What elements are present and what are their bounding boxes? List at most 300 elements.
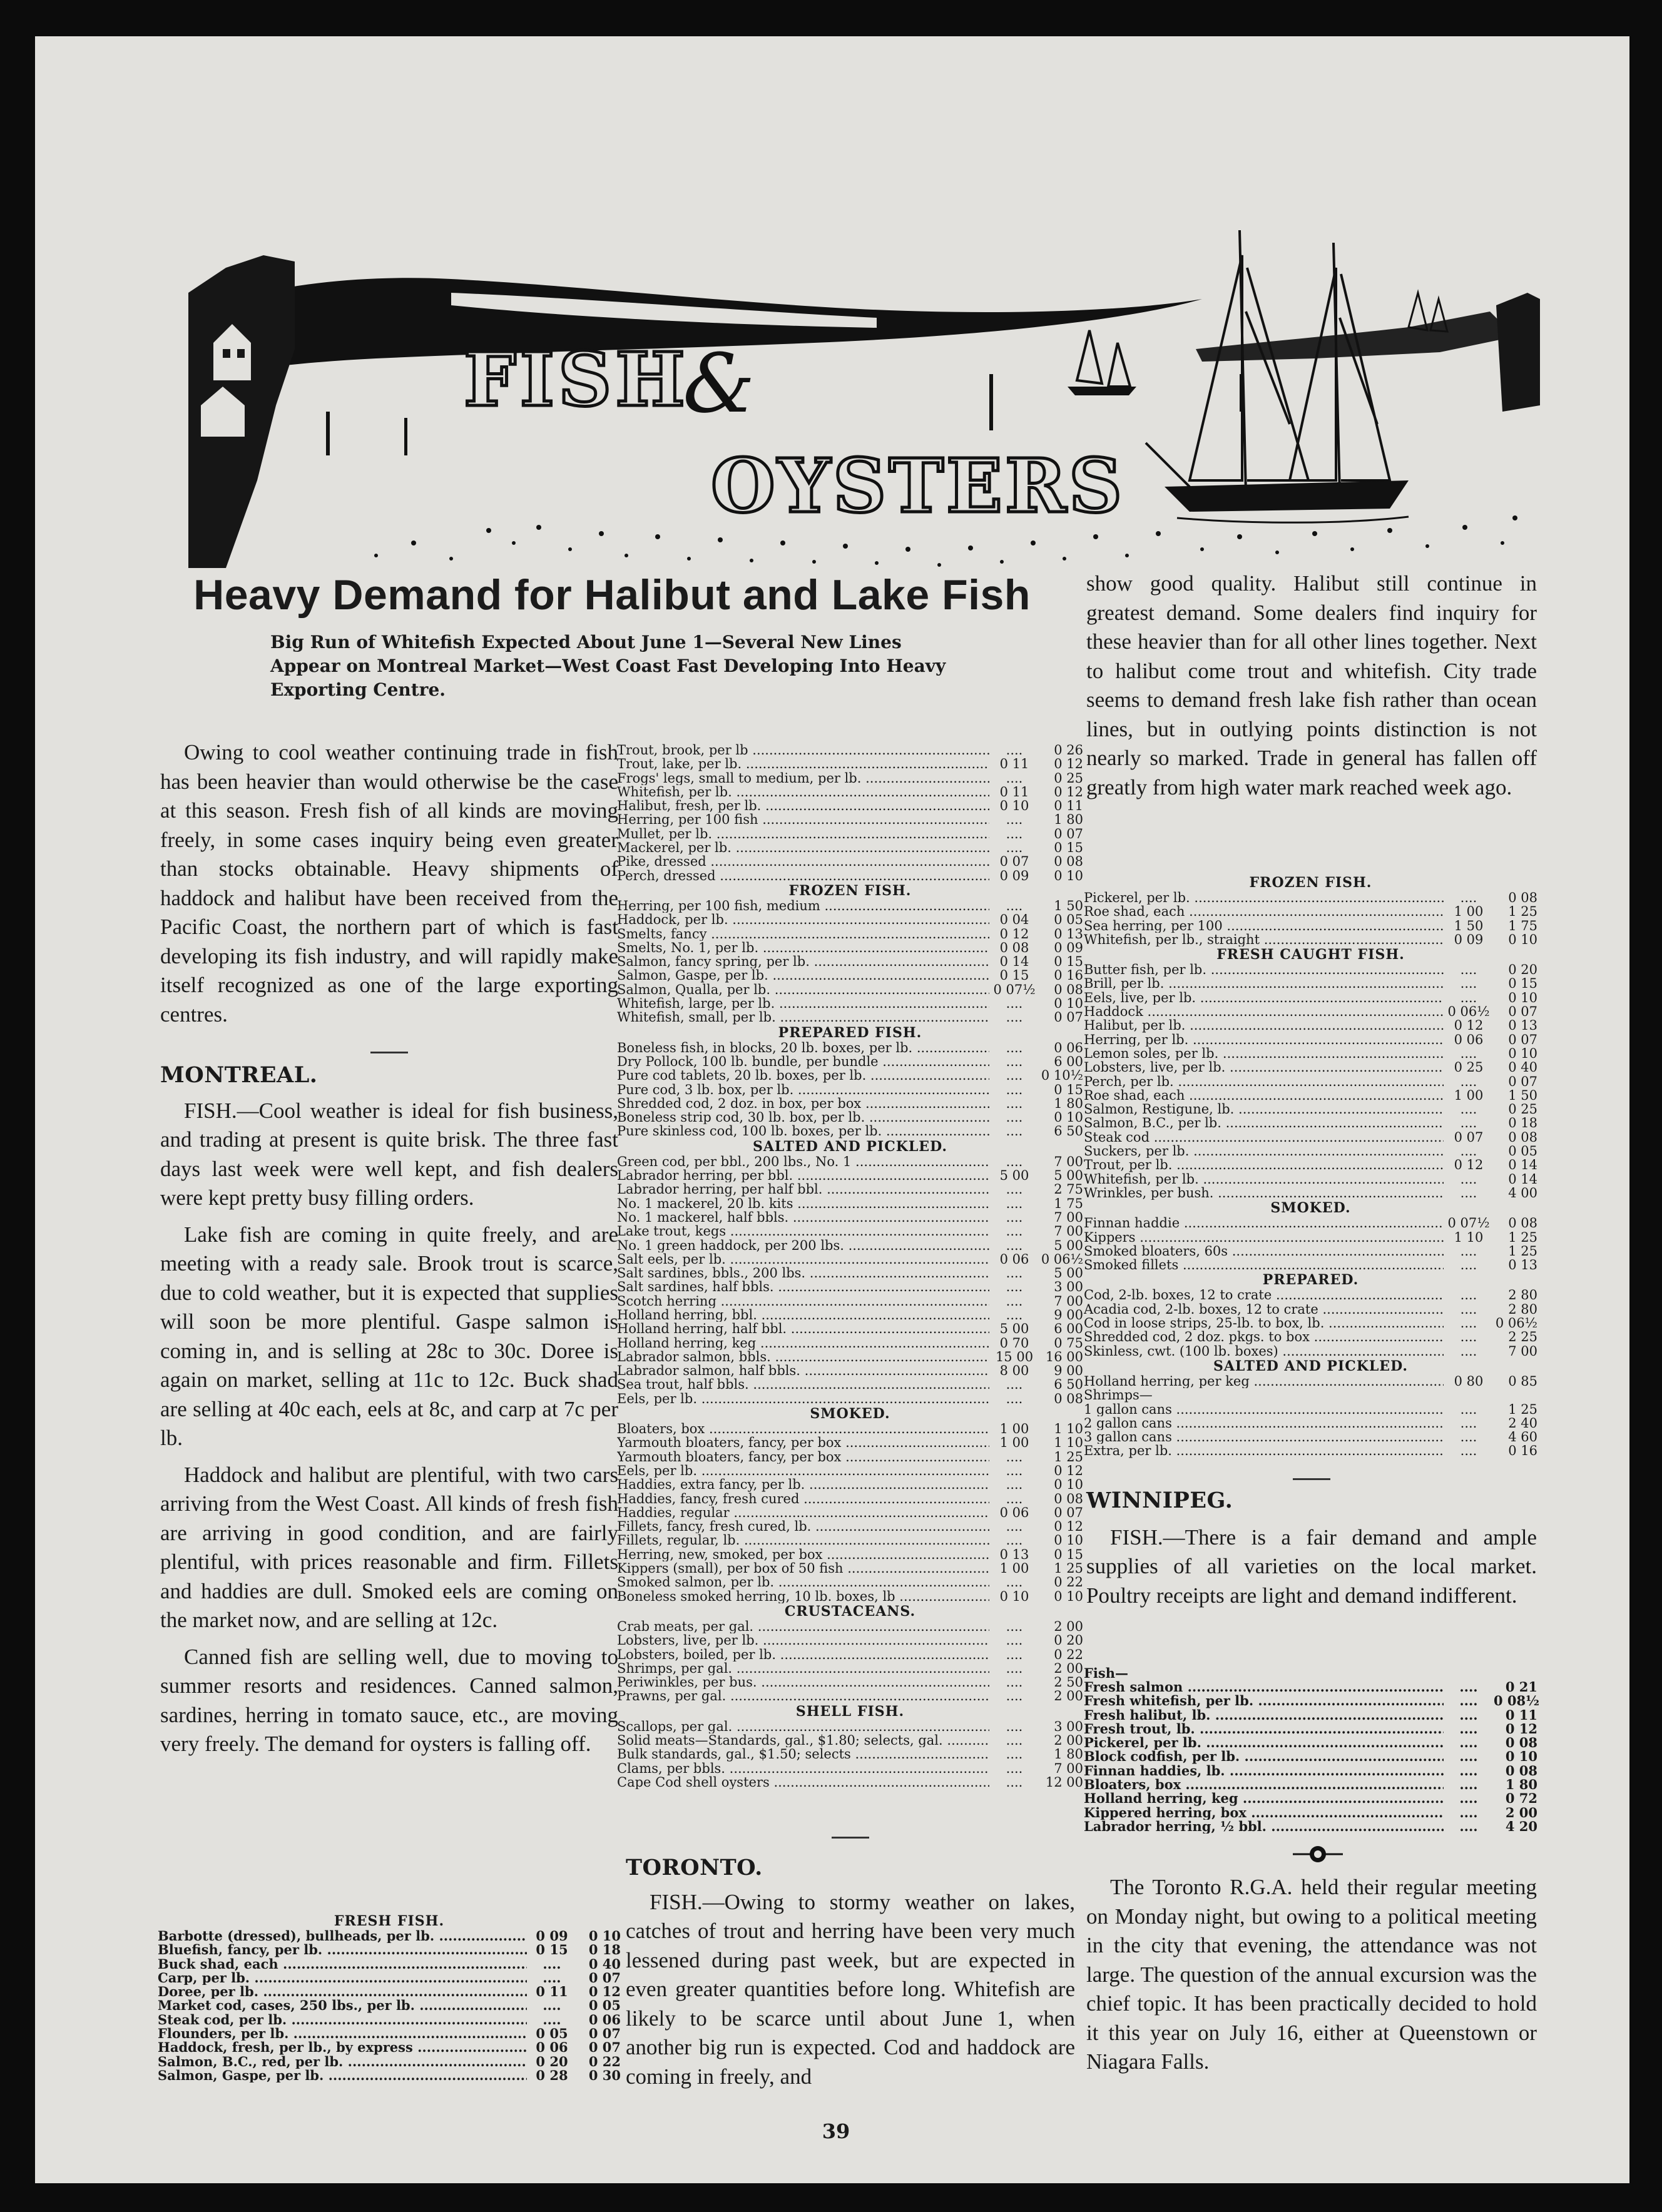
high-price: 0 06½: [1495, 1316, 1537, 1331]
price-row: [1084, 919, 1537, 933]
item-name: Shredded cod, 2 doz. in box, per box .....: [617, 1097, 989, 1110]
page-number: 39: [822, 2119, 850, 2143]
low-price: ....: [1460, 1301, 1477, 1317]
high-price: 0 07: [1054, 1010, 1083, 1025]
high-price: 6 50: [1054, 1124, 1083, 1139]
item-name: Salt eels, per lb. .....: [617, 1252, 989, 1266]
high-price: 4 00: [1508, 1185, 1537, 1200]
high-price: 0 07: [1054, 826, 1083, 841]
table-title: PREPARED.: [1262, 1272, 1359, 1289]
ornament-divider: [1293, 1843, 1343, 1865]
price-row: [617, 1575, 1083, 1589]
price-row: [1084, 1102, 1537, 1116]
low-price: ....: [1006, 1660, 1023, 1676]
low-price: ....: [1460, 1257, 1477, 1273]
low-price: ....: [1006, 812, 1023, 828]
item-name: Eels, per lb. .....: [617, 1392, 989, 1406]
high-price: 0 14: [1508, 1171, 1537, 1187]
price-row: [1084, 1116, 1537, 1130]
table-title: FROZEN FISH.: [788, 882, 912, 899]
high-price: 0 13: [1054, 926, 1083, 941]
low-price: ....: [1460, 1316, 1477, 1331]
high-price: 0 05: [1508, 1144, 1537, 1159]
item-name: Yarmouth bloaters, fancy, per box .....: [617, 1450, 989, 1464]
price-row: [1084, 1792, 1537, 1805]
high-price: 1 25: [1508, 1229, 1537, 1245]
price-row: [617, 1266, 1083, 1280]
high-price: 0 22: [1054, 1646, 1083, 1662]
low-price: ....: [1460, 1287, 1477, 1303]
high-price: 0 08: [1505, 1735, 1537, 1751]
price-row: [617, 927, 1083, 941]
high-price: 0 08½: [1494, 1693, 1540, 1709]
low-price: ....: [1006, 1010, 1023, 1025]
montreal-paragraph-2: Lake fish are coming in quite freely, and are meeting with a ready sale. Brook trout is scarce, due to cold weather, but it is expected that supplies will soon be more plentiful. Gaspe salmon is coming in, and is selling at 28c to 30c. Doree is again on market, selling at 11c to 12c. Buck shad are selling at 40c each, eels at 8c, and carp at 7c per lb.: [160, 1222, 618, 1450]
high-price: 1 25: [1508, 1401, 1537, 1417]
high-price: 1 80: [1054, 1747, 1083, 1762]
high-price: 0 12: [1054, 1463, 1083, 1478]
magazine-page: [35, 36, 1629, 2183]
low-price: 0 09: [999, 868, 1029, 883]
price-row: [617, 1775, 1083, 1789]
low-price: ....: [1459, 1679, 1478, 1695]
item-name: Prawns, per gal. .....: [617, 1689, 989, 1703]
price-row: [1084, 977, 1537, 990]
low-price: 0 13: [999, 1546, 1029, 1562]
high-price: 0 15: [1054, 840, 1083, 856]
low-price: ....: [1460, 1415, 1477, 1431]
price-row: [1084, 933, 1537, 946]
price-row: [1084, 1302, 1537, 1316]
item-name: Whitefish, per lb. .....: [1084, 1172, 1444, 1186]
high-price: 0 10: [1508, 990, 1537, 1005]
item-name: Buck shad, each .....: [158, 1957, 527, 1971]
low-price: ....: [543, 1956, 561, 1972]
low-price: ....: [1460, 1329, 1477, 1345]
high-price: 0 08: [1508, 1129, 1537, 1145]
item-name: Shrimps—: [1084, 1388, 1153, 1403]
item-name: Whitefish, per lb. .....: [617, 785, 989, 799]
item-name: Lobsters, live, per lb. .....: [617, 1633, 989, 1647]
low-price: 0 06: [1454, 1032, 1484, 1047]
price-row: [158, 1943, 621, 1957]
low-price: ....: [1006, 1082, 1023, 1097]
high-price: 1 80: [1054, 1095, 1083, 1111]
low-price: ....: [1460, 1343, 1477, 1359]
item-name: Carp, per lb. .....: [158, 1971, 527, 1985]
low-price: 0 06: [999, 1504, 1029, 1520]
price-row: [617, 1350, 1083, 1364]
item-name: Bloaters, box .....: [617, 1422, 989, 1436]
low-price: ....: [1459, 1804, 1478, 1820]
price-row: [617, 869, 1083, 883]
low-price: ....: [1006, 840, 1023, 856]
item-name: Pure cod, 3 lb. box, per lb. .....: [617, 1083, 989, 1097]
toronto-continued: show good quality. Halibut still continue in greatest demand. Some dealers find inquiry for these heavier than for all other lines together. Next to halibut come trout and whitefish. City trade seems to demand fresh lake fish rather than ocean lines, but in outlying points distinction is not nearly so marked. Trade in general has fallen off greatly from high water mark reached week ago.: [1086, 571, 1537, 799]
price-row: [1084, 1820, 1537, 1834]
item-name: Holland herring, keg .....: [1084, 1792, 1444, 1805]
low-price: ....: [1006, 1209, 1023, 1225]
price-row: [617, 968, 1083, 982]
toronto-section: [626, 1837, 1075, 2091]
price-row: [1084, 1005, 1537, 1018]
high-price: 0 12: [1054, 1519, 1083, 1535]
price-row: [1084, 1374, 1537, 1388]
price-row: [1084, 1316, 1537, 1330]
item-name: 1 gallon cans .....: [1084, 1403, 1444, 1416]
high-price: 0 30: [588, 2067, 621, 2083]
item-name: Clams, per bbls. .....: [617, 1762, 989, 1775]
price-row: [1084, 1388, 1537, 1402]
high-price: 0 08: [1054, 854, 1083, 870]
low-price: 0 04: [999, 912, 1029, 928]
price-row: [617, 1633, 1083, 1647]
price-row: [617, 1747, 1083, 1761]
low-price: ....: [1459, 1735, 1478, 1751]
item-name: Periwinkles, per bus. .....: [617, 1675, 989, 1689]
item-name: Haddock, fresh, per lb., by express .....: [158, 2041, 527, 2054]
low-price: ....: [1460, 1429, 1477, 1445]
low-price: ....: [1006, 1533, 1023, 1548]
montreal-heading: MONTREAL.: [160, 1062, 318, 1088]
winnipeg-paragraph-1: FISH.—There is a fair demand and ample supplies of all varieties on the local market. Poultry receipts are light and demand indifferent.: [1086, 1525, 1537, 1608]
low-price: 0 28: [536, 2067, 568, 2083]
item-name: Flounders, per lb. .....: [158, 2027, 527, 2041]
high-price: 0 16: [1508, 1443, 1537, 1459]
price-row: [158, 2027, 621, 2041]
high-price: 4 20: [1505, 1818, 1537, 1834]
item-name: Shrimps, per gal. .....: [617, 1662, 989, 1675]
low-price: 1 50: [1454, 918, 1484, 933]
low-price: ....: [1006, 1646, 1023, 1662]
high-price: 6 50: [1054, 1377, 1083, 1393]
high-price: 1 25: [1054, 1561, 1083, 1576]
price-row: [158, 2055, 621, 2069]
item-name: Perch, dressed .....: [617, 869, 989, 883]
high-price: 0 20: [1054, 1633, 1083, 1648]
montreal-paragraph-4: Canned fish are selling well, due to moving to summer resorts and residences. Canned salmon, sardines, herring in tomato sauce, etc., are moving very freely. The demand for oysters is falling off.: [160, 1644, 618, 1756]
item-name: Frogs' legs, small to medium, per lb. .....: [617, 771, 989, 785]
item-name: Roe shad, each .....: [1084, 1088, 1444, 1102]
high-price: 2 00: [1054, 1660, 1083, 1676]
item-name: Lemon soles, per lb. .....: [1084, 1047, 1444, 1060]
item-name: Bluefish, fancy, per lb. .....: [158, 1943, 527, 1957]
price-row: [617, 983, 1083, 997]
item-name: Sea herring, per 100 .....: [1084, 919, 1444, 933]
low-price: ....: [1006, 1279, 1023, 1295]
item-name: Boneless fish, in blocks, 20 lb. boxes, per lb. .....: [617, 1041, 989, 1055]
high-price: 0 11: [1505, 1707, 1537, 1723]
item-name: Trout, lake, per lb. .....: [617, 757, 989, 771]
price-row: [617, 1124, 1083, 1138]
high-price: 0 05: [1054, 912, 1083, 928]
item-name: Kippers (small), per box of 50 fish .....: [617, 1561, 989, 1575]
low-price: ....: [1460, 890, 1477, 905]
high-price: 1 80: [1505, 1777, 1537, 1793]
price-row: [1084, 1444, 1537, 1458]
item-name: Whitefish, large, per lb. .....: [617, 997, 989, 1010]
item-name: Boneless smoked herring, 10 lb. boxes, lb .....: [617, 1590, 989, 1603]
price-row: [617, 1548, 1083, 1561]
item-name: Market cod, cases, 250 lbs., per lb. .....: [158, 1999, 527, 2012]
item-name: Boneless strip cod, 30 lb. box, per lb. .....: [617, 1110, 989, 1124]
price-row: [617, 1620, 1083, 1633]
high-price: 2 40: [1508, 1415, 1537, 1431]
price-row: [617, 1648, 1083, 1662]
high-price: 0 06: [1054, 1040, 1083, 1055]
low-price: ....: [543, 2011, 561, 2027]
high-price: 0 10: [1505, 1748, 1537, 1765]
high-price: 0 15: [1054, 1082, 1083, 1097]
low-price: ....: [1006, 1095, 1023, 1111]
item-name: Brill, per lb. .....: [1084, 977, 1444, 990]
item-name: Solid meats—Standards, gal., $1.80; selects, gal. .....: [617, 1733, 989, 1747]
fish-oysters-banner: [188, 218, 1540, 574]
low-price: ....: [1006, 1575, 1023, 1590]
item-name: Trout, brook, per lb .....: [617, 743, 989, 757]
high-price: 1 80: [1054, 812, 1083, 828]
item-name: Block codfish, per lb. .....: [1084, 1750, 1444, 1763]
price-row: [617, 1662, 1083, 1675]
high-price: 0 72: [1505, 1790, 1537, 1807]
low-price: ....: [1006, 1477, 1023, 1493]
item-name: Haddock, per lb. .....: [617, 913, 989, 926]
price-row: [617, 1590, 1083, 1603]
low-price: 0 11: [999, 756, 1029, 772]
price-row: [1084, 1172, 1537, 1186]
item-name: Sea trout, half bbls. .....: [617, 1377, 989, 1391]
item-name: Labrador herring, per bbl. .....: [617, 1169, 989, 1182]
price-row: [617, 941, 1083, 955]
price-row: [617, 1280, 1083, 1294]
high-price: 0 05: [588, 1997, 621, 2014]
price-row: [617, 1733, 1083, 1747]
item-name: Yarmouth bloaters, fancy, per box .....: [617, 1436, 989, 1449]
item-name: Smoked fillets .....: [1084, 1258, 1444, 1272]
high-price: 3 00: [1054, 1718, 1083, 1734]
low-price: ....: [1006, 1154, 1023, 1169]
table-title: SALTED AND PICKLED.: [1213, 1357, 1409, 1374]
item-name: Holland herring, half bbl. .....: [617, 1322, 989, 1336]
high-price: 12 00: [1045, 1774, 1083, 1790]
high-price: 2 00: [1505, 1804, 1537, 1820]
price-row: [617, 785, 1083, 799]
price-row: [1084, 1047, 1537, 1060]
low-price: ....: [1006, 826, 1023, 841]
table-title: SMOKED.: [810, 1406, 890, 1423]
price-row: [617, 1110, 1083, 1124]
item-name: Mackerel, per lb. .....: [617, 841, 989, 855]
price-row: [617, 997, 1083, 1010]
price-row: [1084, 1693, 1540, 1709]
closing-section: [1086, 1873, 1537, 2077]
high-price: 2 00: [1054, 1733, 1083, 1748]
item-name: Haddies, regular .....: [617, 1506, 989, 1519]
low-price: ....: [1006, 1463, 1023, 1478]
high-price: 5 00: [1054, 1237, 1083, 1253]
price-row: [617, 1377, 1083, 1391]
item-name: Salmon, fancy spring, per lb. .....: [617, 955, 989, 968]
high-price: 0 10: [1054, 1110, 1083, 1125]
item-name: Holland herring, keg .....: [617, 1336, 989, 1350]
low-price: 0 14: [999, 954, 1029, 970]
high-price: 0 12: [1054, 784, 1083, 799]
price-row: [617, 1392, 1083, 1406]
price-row: [617, 771, 1083, 785]
price-row: [1084, 1088, 1537, 1102]
price-row: [617, 757, 1083, 771]
item-name: Salmon, Restigune, lb. .....: [1084, 1102, 1444, 1116]
low-price: ....: [1006, 1633, 1023, 1648]
low-price: 0 11: [999, 784, 1029, 799]
high-price: 1 75: [1508, 918, 1537, 933]
item-name: Wrinkles, per bush. .....: [1084, 1186, 1444, 1200]
low-price: ....: [1006, 1124, 1023, 1139]
price-row: [617, 1308, 1083, 1322]
high-price: 0 25: [1508, 1102, 1537, 1117]
high-price: 0 40: [1508, 1060, 1537, 1075]
low-price: 0 15: [999, 968, 1029, 983]
low-price: 1 00: [999, 1561, 1029, 1576]
price-row: [617, 1336, 1083, 1350]
item-name: Suckers, per lb. .....: [1084, 1144, 1444, 1158]
price-row: [1084, 1244, 1537, 1258]
item-name: 3 gallon cans .....: [1084, 1430, 1444, 1444]
high-price: 0 10: [1054, 1477, 1083, 1493]
price-row: [617, 1068, 1083, 1082]
low-price: ....: [1006, 1182, 1023, 1197]
item-name: Pickerel, per lb. .....: [1084, 891, 1444, 905]
low-price: ....: [1460, 1144, 1477, 1159]
low-price: ....: [1006, 1733, 1023, 1748]
low-price: ....: [1006, 1675, 1023, 1690]
item-name: Labrador herring, per half bbl. .....: [617, 1182, 989, 1196]
table-title: SMOKED.: [1270, 1200, 1351, 1217]
high-price: 0 25: [1054, 770, 1083, 786]
item-name: No. 1 mackerel, 20 lb. kits .....: [617, 1197, 989, 1210]
price-row: [617, 1322, 1083, 1336]
item-name: Fillets, fancy, fresh cured, lb. .....: [617, 1519, 989, 1533]
high-price: 0 08: [1508, 1215, 1537, 1231]
high-price: 0 10: [1054, 1588, 1083, 1604]
item-name: Smoked bloaters, 60s .....: [1084, 1244, 1444, 1258]
low-price: ....: [1459, 1762, 1478, 1778]
item-name: Kippered herring, box .....: [1084, 1806, 1444, 1820]
low-price: ....: [1460, 1045, 1477, 1061]
price-row: [617, 1561, 1083, 1575]
price-row: [1084, 1778, 1537, 1792]
item-name: Shredded cod, 2 doz. pkgs. to box .....: [1084, 1330, 1444, 1344]
high-price: 0 06: [588, 2011, 621, 2027]
item-name: Holland herring, per keg .....: [1084, 1374, 1444, 1388]
high-price: 0 06½: [1041, 1251, 1083, 1267]
high-price: 7 00: [1508, 1343, 1537, 1359]
low-price: ....: [1006, 1053, 1023, 1069]
high-price: 0 10½: [1041, 1068, 1083, 1083]
high-price: 0 15: [1054, 954, 1083, 970]
price-row: [617, 855, 1083, 868]
high-price: 0 13: [1508, 1018, 1537, 1033]
low-price: 0 06½: [1447, 1004, 1490, 1020]
high-price: 0 08: [1508, 890, 1537, 905]
low-price: ....: [1006, 1195, 1023, 1211]
high-price: 0 10: [1054, 1533, 1083, 1548]
high-price: 0 07: [1508, 1032, 1537, 1047]
high-price: 0 18: [1508, 1115, 1537, 1131]
table-title: SALTED AND PICKLED.: [752, 1138, 948, 1155]
price-row: [1084, 1722, 1537, 1736]
item-name: Haddies, fancy, fresh cured .....: [617, 1492, 989, 1506]
high-price: 0 15: [1054, 1546, 1083, 1562]
price-row: [617, 1083, 1083, 1097]
low-price: ....: [1460, 1243, 1477, 1259]
price-row: [1084, 1018, 1537, 1032]
item-name: Labrador salmon, bbls. .....: [617, 1350, 989, 1364]
item-name: Skinless, cwt. (100 lb. boxes) .....: [1084, 1344, 1444, 1358]
high-price: 0 18: [588, 1942, 621, 1958]
price-row: [617, 1182, 1083, 1196]
item-name: Doree, per lb. .....: [158, 1985, 527, 1999]
price-row: [1084, 1033, 1537, 1047]
item-name: Herring, per 100 fish, medium .....: [617, 899, 989, 913]
low-price: ....: [1006, 1293, 1023, 1309]
high-price: 0 07: [1054, 1504, 1083, 1520]
column-3: [1086, 569, 1537, 802]
price-row: [1084, 891, 1537, 905]
item-name: Fresh salmon .....: [1084, 1680, 1444, 1694]
low-price: ....: [1006, 1449, 1023, 1464]
price-row: [1084, 905, 1537, 918]
high-price: 0 07: [588, 2026, 621, 2042]
price-row: [1084, 1806, 1537, 1820]
price-row: [158, 1985, 621, 1999]
high-price: 0 08: [1505, 1762, 1537, 1778]
price-row: [617, 1155, 1083, 1169]
low-price: ....: [1006, 1307, 1023, 1322]
price-row: [617, 1010, 1083, 1024]
price-row: [158, 1999, 621, 2012]
low-price: ....: [1006, 1688, 1023, 1704]
low-price: 0 10: [999, 1588, 1029, 1604]
price-row: [617, 1519, 1083, 1533]
price-row: [617, 1492, 1083, 1506]
montreal-paragraph-1: FISH.—Cool weather is ideal for fish business, and trading at present is quite brisk. The three fast days last week were well kept, and fish dealers were kept pretty busy filling orders.: [160, 1098, 618, 1210]
low-price: 0 25: [1454, 1060, 1484, 1075]
item-name: Salmon, B.C., per lb. .....: [1084, 1116, 1444, 1130]
low-price: 0 12: [1454, 1018, 1484, 1033]
price-row: [617, 1689, 1083, 1703]
high-price: 0 07: [588, 1969, 621, 1986]
item-name: Green cod, per bbl., 200 lbs., No. 1 .....: [617, 1155, 989, 1169]
low-price: 1 00: [1454, 1087, 1484, 1103]
low-price: ....: [1460, 962, 1477, 978]
high-price: 0 12: [1505, 1720, 1537, 1737]
price-row: [1084, 1750, 1537, 1763]
price-row: [617, 841, 1083, 855]
item-name: Bulk standards, gal., $1.50; selects .....: [617, 1747, 989, 1761]
high-price: 0 75: [1054, 1335, 1083, 1351]
price-row: [617, 1224, 1083, 1238]
price-row: [1084, 1403, 1537, 1416]
fresh-fish-table: [158, 1913, 621, 2083]
item-name: Dry Pollock, 100 lb. bundle, per bundle .....: [617, 1055, 989, 1068]
price-row: [1084, 1764, 1537, 1778]
low-price: ....: [1460, 990, 1477, 1005]
low-price: ....: [1006, 996, 1023, 1012]
item-name: Herring, new, smoked, per box .....: [617, 1548, 989, 1561]
intro-paragraph: Owing to cool weather continuing trade in fish has been heavier than would otherwise be the case at this season. Fresh fish of all kinds are moving freely, in some cases inquiry being even greater than stocks obtainable. Heavy shipments of haddock and halibut have been received from the Pacific Coast, the northern part of which is fast developing its fish industry, and will rapidly make itself recognized as one of the large exporting centres.: [160, 740, 618, 1027]
table-title: PREPARED FISH.: [778, 1024, 922, 1041]
